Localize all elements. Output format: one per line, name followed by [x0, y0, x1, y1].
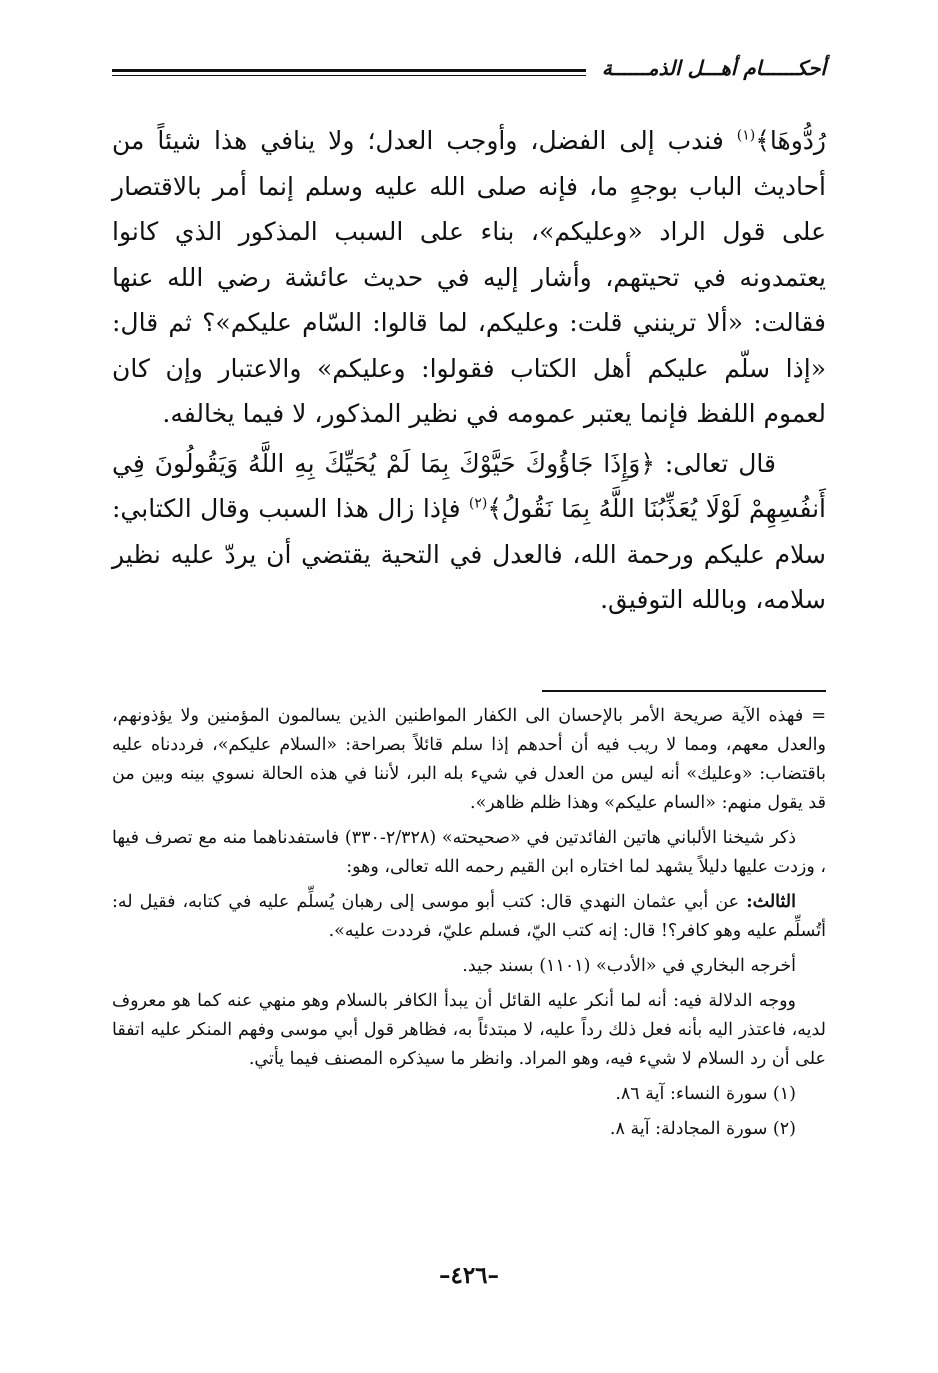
header-rule-thick	[112, 69, 586, 72]
paragraph-1-text: فندب إلى الفضل، وأوجب العدل؛ ولا ينافي هذا شيئاً من أحاديث الباب بوجهٍ ما، فإنه صلى الله عليه وسلم إنما أمر بالاقتصار على قول الراد «وعليكم»، بناء على السبب المذكور الذي كانوا يعتمدونه في تحيتهم، وأشار إليه في حديث عائشة رضي الله عنها فقالت: «ألا ترينني قلت: وعليكم، لما قالوا: السّام عليكم»؟ ثم قال: «إذا سلّم عليكم أهل الكتاب فقولوا: وعليكم» والاعتبار وإن كان لعموم اللفظ فإنما يعتبر عمومه في نظير المذكور، لا فيما يخالفه.	[112, 126, 826, 428]
footnote-continuation: = فهذه الآية صريحة الأمر بالإحسان الى الكفار المواطنين الذين يسالمون المؤمنين ولا يؤذونهم، والعدل معهم، ومما لا ريب فيه أن أحدهم إذا سلم قائلاً بصراحة: «السلام عليكم»، فرددناه عليه باقتضاب: «وعليك» أنه ليس من العدل في شيء بله البر، لأننا في هذه الحالة نسوي بينه وبين من قد يقول منهم: «السام عليكم» وهذا ظلم ظاهر».	[112, 706, 826, 813]
header-title: أحكــــــام أهـــل الذمــــــة	[601, 56, 826, 80]
main-paragraph-1	[112, 118, 826, 437]
paragraph-2-text: فإذا زال هذا السبب وقال الكتابي: سلام عليكم ورحمة الله، فالعدل في التحية يقتضي أن يردّ عليه نظير سلامه، وبالله التوفيق.	[112, 494, 826, 614]
third-text: عن أبي عثمان النهدي قال: كتب أبو موسى إلى رهبان يُسلِّم عليه في كتابه، فقيل له: أتُسلِّم عليه وهو كافر؟! قال: إنه كتب اليّ، فسلم عليّ، فرددت عليه».	[112, 892, 826, 941]
footnote-separator	[542, 690, 826, 692]
third-label: الثالث:	[746, 892, 796, 912]
main-paragraph-2	[112, 441, 826, 623]
header-rule-thin	[112, 75, 586, 76]
footnote-ref-2: (٢) سورة المجادلة: آية ٨.	[609, 1119, 796, 1139]
page-number: –٤٢٦–	[438, 1262, 500, 1289]
footnotes	[112, 702, 826, 1150]
footnote-third-evidence	[112, 888, 826, 946]
footnote-marker-1: (١)	[736, 127, 756, 144]
running-header	[112, 50, 826, 90]
verse-ending: رُدُّوهَا﴾	[755, 126, 826, 155]
footnote-evidence-explanation: ووجه الدلالة فيه: أنه لما أنكر عليه القائل أن يبدأ الكافر بالسلام وهو منهي عنه كما هو معروف لديه، فاعتذر اليه بأنه فعل ذلك رداً عليه، لا مبتدئاً به، فظاهر قول أبي موسى وفهم المنكر عليه اتفقا على أن رد السلام لا شيء فيه، وهو المراد. وانظر ما سيذكره المصنف فيما يأتي.	[112, 991, 826, 1069]
main-text	[112, 118, 826, 623]
footnote-albani: ذكر شيخنا الألباني هاتين الفائدتين في «صحيحته» (٢/٣٢٨-٣٣٠) فاستفدناهما منه مع تصرف فيها ، وزدت عليها دليلاً يشهد لما اختاره ابن القيم رحمه الله تعالى، وهو:	[112, 828, 826, 877]
footnote-ref-1: (١) سورة النساء: آية ٨٦.	[615, 1084, 796, 1104]
footnote-marker-2: (٢)	[468, 495, 488, 512]
quran-verse: قال تعالى: ﴿وَإِذَا جَاؤُوكَ حَيَّوْكَ بِمَا لَمْ يُحَيِّكَ بِهِ اللَّهُ وَيَقُولُونَ فِي أَنفُسِهِمْ لَوْلَا يُعَذِّبُنَا اللَّهُ بِمَا نَقُولُ﴾	[112, 448, 826, 523]
footnote-bukhari: أخرجه البخاري في «الأدب» (١١٠١) بسند جيد.	[462, 956, 796, 976]
